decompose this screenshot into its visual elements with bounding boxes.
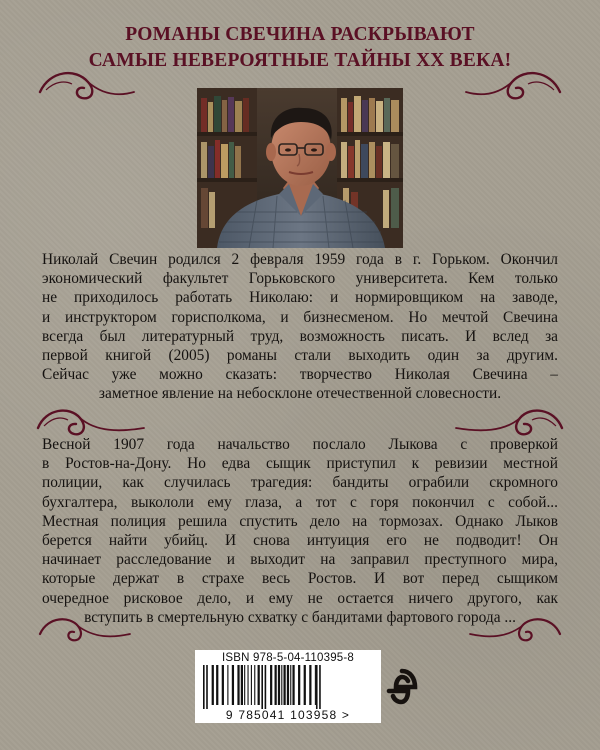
barcode-bar [304,665,306,705]
author-bio [42,250,558,404]
synopsis-line: берется найти убийц. И снова интуиция его не подводит! Он [42,532,558,550]
barcode-bar [265,665,267,709]
barcode-bar [316,665,318,709]
barcode-bar [287,665,289,705]
bio-line: заметное явление на небосклоне отечественной словесности. [98,385,502,403]
bio-line: Сейчас уже можно сказать: творчество Николая Свечина – [42,366,558,384]
barcode-bar [227,665,228,705]
barcode-bar [290,665,291,705]
barcode-bar [258,665,260,705]
eksmo-logo-icon [386,668,418,710]
barcode-bar [254,665,255,705]
author-photo [197,88,403,248]
barcode-bar [206,665,208,709]
synopsis-line: полиции, как случилась трагедия: бандиты ограбили скромного [42,474,558,492]
barcode-digits: 9 785041 103958 > [225,708,351,722]
barcode-bar [251,665,252,705]
barcode-bar [275,665,277,705]
isbn-barcode [195,650,381,723]
bio-line: первой книгой (2005) романы стали выходить один за другим. [42,347,558,365]
barcode-bar [278,665,280,705]
barcode-bar [247,665,248,705]
synopsis-line: Весной 1907 года начальство послало Лыкова с проверкой [42,436,558,453]
barcode-bar [281,665,282,705]
synopsis-line: очередное рисковое дело, и ему не остается ничего другого, как [42,589,558,607]
barcode-bar [222,665,224,705]
barcode-bar [298,665,300,705]
barcode-bar [212,665,214,705]
ornament-flourish-icon [36,62,136,104]
barcode-bar [244,665,245,705]
barcode-bar [241,665,243,705]
barcode-bar [283,665,285,705]
synopsis-line: начинает расследование и выходит на заправил преступного мира, [42,551,558,569]
bio-line: не приходилось работать Николаю: и нормировщиком на заводе, [42,289,558,307]
ornament-flourish-icon [464,62,564,104]
synopsis-line: Местная полиция решила спустить дело на тормозах. Однако Лыков [42,512,558,530]
synopsis-line: в Ростов-на-Дону. Но едва сыщик приступил к ревизии местной [42,455,558,473]
barcode-bar [319,665,321,709]
barcode-bar [292,665,294,705]
barcode-bars [201,665,375,709]
barcode-bar [315,665,316,705]
bio-line: Николай Свечин родился 2 февраля 1959 года в г. Горьком. Окончил [42,251,558,268]
synopsis-line: которые держат в страхе весь Ростов. И вот перед сыщиком [42,570,558,588]
ornament-flourish-icon [36,612,132,648]
headline-line-2: САМЫЕ НЕВЕРОЯТНЫЕ ТАЙНЫ XX ВЕКА! [88,50,512,71]
book-synopsis [42,435,558,627]
synopsis-line: бухгалтера, выкололи ему глаза, а тот с горя покончил с собой... [42,493,558,511]
synopsis-line: вступить в смертельную схватку с бандитами фартового города ... [84,608,516,626]
barcode-bar [270,665,272,705]
barcode-bar [216,665,218,705]
bio-line: экономический факультет Горьковского университета. Кем только [42,270,558,288]
isbn-label: ISBN 978-5-04-110395-8 [221,652,355,664]
barcode-bar [309,665,311,705]
bio-line: и инструктором горисполкома, и бизнесменом. Но мечтой Свечина [42,308,558,326]
ornament-flourish-icon [468,612,564,648]
barcode-bar [261,665,263,709]
barcode-bar [237,665,239,705]
bio-line: всегда был литературный труд, возможность писать. И вслед за [42,327,558,345]
barcode-bar [232,665,234,705]
headline-line-1: РОМАНЫ СВЕЧИНА РАСКРЫВАЮТ [125,24,475,45]
barcode-bar [203,665,205,709]
